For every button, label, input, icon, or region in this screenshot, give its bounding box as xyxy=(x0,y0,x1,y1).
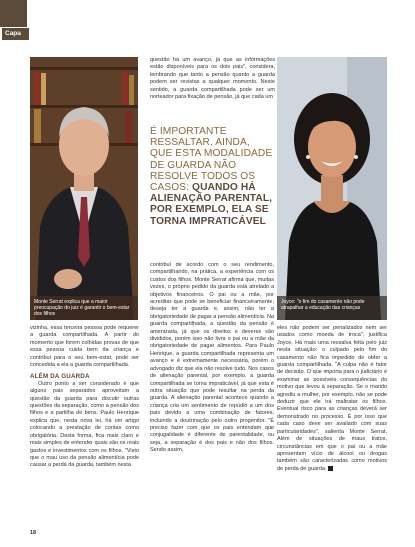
paragraph: questão há um avanço, já que as informações estão disponíveis para os dois pais", considera, lembrando que tanto a pensão quanto a guarda podem ser revistas a qualquer momento. Neste sentido, a guarda compartilhada pode ser um norteador para fixação de pensão, já que cada um xyxy=(150,57,275,101)
photo-joyce xyxy=(277,57,387,320)
article-column-mid xyxy=(150,262,274,455)
pull-quote xyxy=(150,126,275,227)
page-number: 18 xyxy=(30,530,37,536)
photo-monte-serrat xyxy=(30,57,138,320)
subhead-alem-da-guarda: ALÉM DA GUARDA xyxy=(30,373,90,381)
end-mark-icon xyxy=(328,466,333,471)
article-column-mid-top xyxy=(150,57,275,101)
portrait-man-image xyxy=(30,57,138,320)
pull-quote-emphasis: QUANDO HÁ ALIENAÇÃO PARENTAL, POR EXEMPLO, ELA SE TORNA IMPRATICÁVEL xyxy=(150,182,273,227)
paragraph: contribui de acordo com o seu rendimento, compartilhando, na prática, a experiência com os custos dos filhos. Monte Serrat afirma que, muitas vezes, o próprio pedido da guarda está atrelado a objetivos financeiros. O pai ou a mãe, por acreditar que pode se beneficiar financeiramente, deseja ter a guarda e, assim, não ter a obrigatoriedade de pagar a pensão alimentícia. Na guarda compartilhada, a questão da pensão é amenizada, já que os direitos e deveres são divididos, porém isso não livra o pai ou a mãe da obrigatoriedade de pagar alimentos. Para Paulo Henrique, a guarda compartilhada representa um avanço e é extremamente necessária, porém o advogado diz que ela não resolve tudo. Nos casos de alienação parental, por exemplo, a guarda compartilhada se torna impraticável, já que esta é outra situação que pode resultar na perda da guarda. A alienação parental acontece quando a criança cria um sentimento de repúdio a um dos pais devido a uma combinação de fatores, incluindo a doutrinação pelo outro progenitor. "É preciso fazer com que os pais entendam que conjugalidade é diferente de parentalidade, ou seja, a separação é dos pais e não dos filhos. Sendo assim, xyxy=(150,262,274,454)
portrait-woman-image xyxy=(277,57,387,320)
paragraph-text: eles não podem ser penalizados nem ser usados como moeda de troca", justifica Joyce. Há mais uma ressalva feita pelo juiz nesta situação: o culpado pelo fim do casamento não fica impedido de obter a guarda compartilhada. "A culpa não é fator de decisão. O que importa para o judiciário é examinar as possíveis consequências do motivo que levou à separação. Se o marido agrediu a mulher, por exemplo, não se pode deduzir que ele irá maltratar os filhos. Eventual risco para as crianças deverá ser demonstrado no processo. É por isso que cada caso deve ser avaliado com suas particularidades", salienta Monte Serrat. Além de situações de maus tratos, circunstâncias em que o pai ou a mãe apresentam vício de álcool ou drogas também são caracterizadas como motivos de perda de guarda. xyxy=(277,325,387,472)
section-label: Capa xyxy=(2,28,29,40)
paragraph xyxy=(277,325,387,473)
photo-right-caption: Joyce: "o fim do casamento não pode atrapalhar a educação das crianças xyxy=(277,296,387,320)
photo-left-caption: Monte Serrat explica que a maior preocupação do juiz é garantir o bem-estar dos filhos xyxy=(30,296,138,320)
article-column-right xyxy=(277,325,387,473)
article-column-left xyxy=(30,325,139,470)
paragraph: Outro ponto a ser considerado é que alguns pais separados aproveitam a questão da guarda para discutir outras questões da separação, como a pensão dos filhos e a partilha de bens. Paulo Henrique explica que, nesta nova lei, há um artigo colocando a prestação de contas como obrigatória. Desta forma, fica mais claro e mais simples de entender quais são os reais gastos e investimentos com os filhos. "Visto que o mau uso da pensão alimentícia pode causar a perda da guarda, também nesta xyxy=(30,380,139,469)
pull-quote-lead: É IMPORTANTE RESSALTAR, AINDA, QUE ESTA MODALIDADE DE GUARDA NÃO RESOLVE TODOS OS CASOS: xyxy=(150,126,273,194)
section-tab xyxy=(0,0,27,27)
paragraph: vizinha, essa terceira pessoa pode requerer a guarda compartilhada. A partir do momento que forem colhidas provas de que essa pessoa cuida bem da criança e contribui para o seu bem-estar, pode ser concedida a ela a guarda compartilhada. xyxy=(30,325,139,369)
